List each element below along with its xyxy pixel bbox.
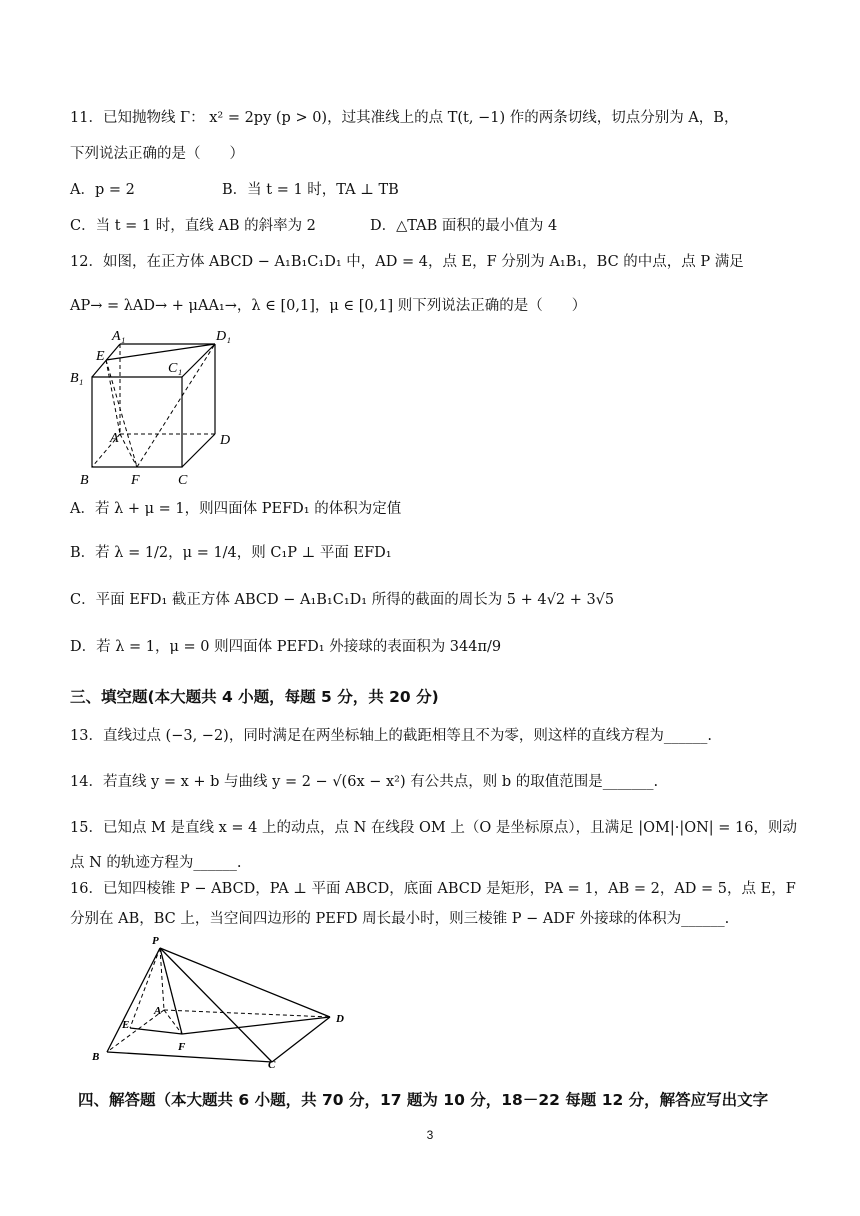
q12-line1: 12．如图，在正方体 ABCD − A₁B₁C₁D₁ 中，AD = 4，点 E，F 分别为 A₁B₁，BC 的中点，点 P 满足 bbox=[70, 254, 744, 270]
pyr-label-D: D bbox=[336, 1013, 344, 1025]
q15-line2: 点 N 的轨迹方程为______. bbox=[70, 855, 242, 871]
section3-heading: 三、填空题(本大题共 4 小题，每题 5 分，共 20 分) bbox=[70, 688, 439, 706]
q12-line2: AP→ = λAD→ + μAA₁→，λ ∈ [0,1]，μ ∈ [0,1] 则下列说法正确的是（ ） bbox=[70, 298, 587, 314]
q16-line1: 16．已知四棱锥 P − ABCD，PA ⊥ 平面 ABCD，底面 ABCD 是矩形，PA = 1，AB = 2，AD = 5，点 E，F bbox=[70, 881, 796, 897]
q12-option-a: A．若 λ + μ = 1，则四面体 PEFD₁ 的体积为定值 bbox=[70, 501, 402, 517]
q14: 14．若直线 y = x + b 与曲线 y = 2 − √(6x − x²) 有公共点，则 b 的取值范围是_______. bbox=[70, 774, 659, 790]
label-A: A bbox=[110, 431, 119, 446]
label-A1: A₁ bbox=[112, 329, 126, 344]
q11-option-b: B．当 t = 1 时，TA ⊥ TB bbox=[222, 182, 399, 198]
label-E: E bbox=[96, 349, 105, 364]
q11-option-d: D．△TAB 面积的最小值为 4 bbox=[370, 218, 558, 234]
q11-line1: 11．已知抛物线 Γ： x² = 2py (p > 0)，过其准线上的点 T(t, −1) 作的两条切线，切点分别为 A，B， bbox=[70, 110, 739, 126]
section4-heading: 四、解答题（本大题共 6 小题，共 70 分，17 题为 10 分，18－22 每题 12 分，解答应写出文字 bbox=[78, 1091, 769, 1109]
cube-front-face bbox=[92, 377, 182, 467]
q11-line2: 下列说法正确的是（ ） bbox=[70, 146, 244, 162]
label-D: D bbox=[220, 433, 231, 448]
q12-option-d: D．若 λ = 1，μ = 0 则四面体 PEFD₁ 外接球的表面积为 344π/9 bbox=[70, 639, 502, 655]
pyr-label-F: F bbox=[178, 1041, 186, 1053]
pyr-label-C: C bbox=[268, 1059, 276, 1070]
label-B1: B₁ bbox=[70, 371, 84, 386]
q16-line2: 分别在 AB，BC 上，当空间四边形的 PEFD 周长最小时，则三棱锥 P − ADF 外接球的体积为______. bbox=[70, 911, 730, 927]
label-F: F bbox=[131, 473, 140, 488]
q12-option-c: C．平面 EFD₁ 截正方体 ABCD − A₁B₁C₁D₁ 所得的截面的周长为 5 + 4√2 + 3√5 bbox=[70, 592, 615, 608]
label-D1: D₁ bbox=[216, 329, 231, 344]
q11-option-c: C．当 t = 1 时，直线 AB 的斜率为 2 bbox=[70, 218, 316, 234]
q12-option-b: B．若 λ = 1/2，μ = 1/4，则 C₁P ⊥ 平面 EFD₁ bbox=[70, 545, 392, 561]
label-B: B bbox=[80, 473, 89, 488]
pyr-label-A: A bbox=[154, 1005, 162, 1017]
label-C: C bbox=[178, 473, 188, 488]
pyr-label-E: E bbox=[122, 1019, 130, 1031]
pyr-label-B: B bbox=[92, 1051, 100, 1063]
page-number: 3 bbox=[426, 1128, 434, 1142]
q13: 13．直线过点 (−3, −2)，同时满足在两坐标轴上的截距相等且不为零，则这样的直线方程为______. bbox=[70, 728, 712, 744]
pyr-label-P: P bbox=[152, 935, 159, 947]
cube-figure bbox=[60, 322, 260, 492]
q11-option-a: A．p = 2 bbox=[70, 182, 135, 198]
q15-line1: 15．已知点 M 是直线 x = 4 上的动点，点 N 在线段 OM 上（O 是坐标原点），且满足 |OM|·|ON| = 16，则动 bbox=[70, 820, 797, 836]
label-C1: C₁ bbox=[168, 361, 183, 376]
pyramid-figure bbox=[82, 930, 372, 1070]
